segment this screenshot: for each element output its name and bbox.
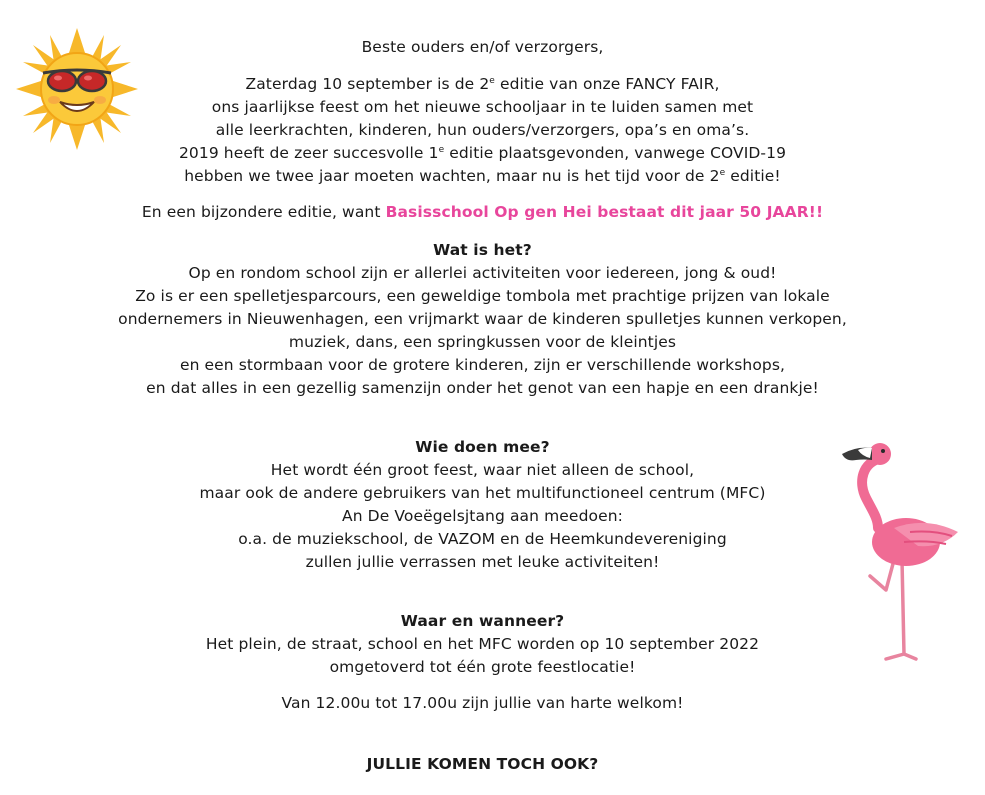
what-line-4: muziek, dans, een springkussen voor de kleintjes	[288, 333, 677, 351]
opening-times: Van 12.00u tot 17.00u zijn jullie van harte welkom!	[281, 694, 684, 712]
intro-line-4: 2019 heeft de zeer succesvolle 1e editie plaatsgevonden, vanwege COVID-19	[178, 144, 787, 162]
closing-line: JULLIE KOMEN TOCH OOK?	[366, 755, 599, 773]
intro-line-1: Zaterdag 10 september is de 2e editie van onze FANCY FAIR,	[245, 75, 720, 93]
who-heading: Wie doen mee?	[415, 438, 550, 456]
who-line-3: An De Voeëgelsjtang aan meedoen:	[342, 507, 623, 525]
what-line-5: en een stormbaan voor de grotere kinderen, zijn er verschillende workshops,	[179, 356, 786, 374]
who-line-4: o.a. de muziekschool, de VAZOM en de Heemkundevereniging	[238, 530, 727, 548]
what-heading: Wat is het?	[433, 241, 532, 259]
who-line-2: maar ook de andere gebruikers van het multifunctioneel centrum (MFC)	[199, 484, 766, 502]
intro-line-2: ons jaarlijkse feest om het nieuwe schooljaar in te luiden samen met	[211, 98, 754, 116]
intro-line-3: alle leerkrachten, kinderen, hun ouders/verzorgers, opa’s en oma’s.	[215, 121, 750, 139]
who-line-1: Het wordt één groot feest, waar niet alleen de school,	[270, 461, 695, 479]
what-line-3: ondernemers in Nieuwenhagen, een vrijmarkt waar de kinderen spulletjes kunnen verkopen,	[118, 310, 847, 328]
special-edition-line: En een bijzondere editie, want Basisschool Op gen Hei bestaat dit jaar 50 JAAR!!	[141, 203, 824, 221]
where-line-2: omgetoverd tot één grote feestlocatie!	[329, 658, 636, 676]
pink-flamingo-icon	[834, 432, 964, 664]
what-line-6: en dat alles in een gezellig samenzijn onder het genot van een hapje en een drankje!	[146, 379, 819, 397]
what-line-1: Op en rondom school zijn er allerlei activiteiten voor iedereen, jong & oud!	[188, 264, 777, 282]
intro-line-5: hebben we twee jaar moeten wachten, maar nu is het tijd voor de 2e editie!	[184, 167, 781, 185]
where-line-1: Het plein, de straat, school en het MFC worden op 10 september 2022	[205, 635, 760, 653]
greeting: Beste ouders en/of verzorgers,	[361, 38, 604, 56]
where-heading: Waar en wanneer?	[400, 612, 565, 630]
anniversary-highlight: Basisschool Op gen Hei bestaat dit jaar 50 JAAR!!	[385, 203, 824, 221]
what-line-2: Zo is er een spelletjesparcours, een geweldige tombola met prachtige prijzen van lokale	[135, 287, 830, 305]
who-line-5: zullen jullie verrassen met leuke activiteiten!	[305, 553, 660, 571]
